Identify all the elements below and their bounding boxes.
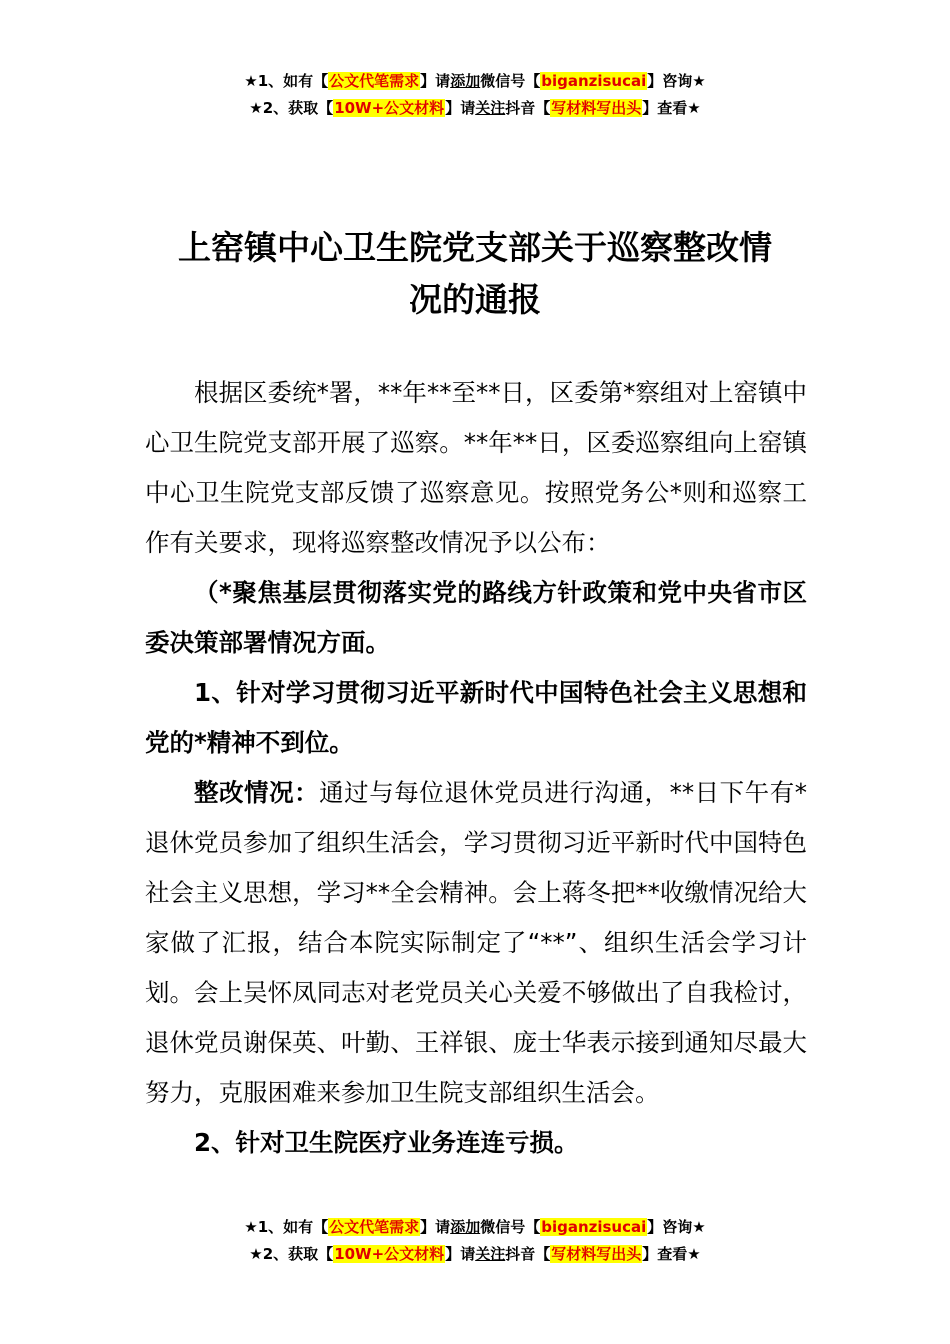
promo-highlight: biganzisucai	[541, 72, 647, 90]
promo-underline: 关注	[475, 1245, 506, 1263]
promo-highlight: biganzisucai	[541, 1218, 647, 1236]
promo-text: 】咨询★	[647, 1218, 706, 1236]
item-heading-2: 2、针对卫生院医疗业务连连亏损。	[194, 1128, 579, 1157]
promo-highlight: 公文代笔需求	[329, 1218, 420, 1236]
promo-highlight: 写材料写出头	[551, 99, 642, 117]
section-heading: （*聚焦基层贯彻落实党的路线方针政策和党中央省市区委决策部署情况方面。	[145, 578, 807, 657]
promo-highlight: 10W+公文材料	[334, 99, 445, 117]
promo-text: 抖音【	[505, 99, 551, 117]
item-heading-1: 1、针对学习贯彻习近平新时代中国特色社会主义思想和党的*精神不到位。	[145, 678, 807, 757]
promo-highlight: 公文代笔需求	[329, 72, 420, 90]
promo-line-2	[0, 1241, 950, 1268]
promo-banner-bottom	[0, 1214, 950, 1268]
promo-text: 抖音【	[505, 1245, 551, 1263]
promo-banner-top	[0, 68, 950, 122]
document-body	[145, 368, 807, 1168]
promo-text: 】请	[445, 1245, 476, 1263]
promo-highlight: 写材料写出头	[551, 1245, 642, 1263]
promo-highlight: 10W+公文材料	[334, 1245, 445, 1263]
promo-text: 】请	[445, 99, 476, 117]
promo-line-1	[0, 1214, 950, 1241]
promo-underline: 添加	[450, 72, 481, 90]
promo-line-1	[0, 68, 950, 95]
promo-text: 微信号【	[480, 72, 541, 90]
promo-line-2	[0, 95, 950, 122]
rectification-paragraph	[145, 768, 807, 1118]
document-title	[145, 222, 805, 326]
promo-text: ★2、获取【	[249, 1245, 334, 1263]
promo-text: 微信号【	[480, 1218, 541, 1236]
promo-text: 】查看★	[642, 99, 701, 117]
title-line-2: 况的通报	[409, 280, 541, 319]
promo-text: 】查看★	[642, 1245, 701, 1263]
promo-text: 】请	[420, 1218, 451, 1236]
promo-text: ★2、获取【	[249, 99, 334, 117]
rectification-text: 通过与每位退休党员进行沟通，**日下午有*退休党员参加了组织生活会，学习贯彻习近平新时代中国特色社会主义思想，学习**全会精神。会上蒋冬把**收缴情况给大家做了汇报，结合本院实际制定了“**”、组织生活会学习计划。会上吴怀凤同志对老党员关心关爱不够做出了自我检讨，退休党员谢保英、叶勤、王祥银、庞士华表示接到通知尽最大努力，克服困难来参加卫生院支部组织生活会。	[145, 778, 807, 1107]
promo-text: 】请	[420, 72, 451, 90]
promo-underline: 关注	[475, 99, 506, 117]
title-line-1: 上窑镇中心卫生院党支部关于巡察整改情	[178, 228, 772, 267]
intro-paragraph: 根据区委统*署，**年**至**日，区委第*察组对上窑镇中心卫生院党支部开展了巡察。**年**日，区委巡察组向上窑镇中心卫生院党支部反馈了巡察意见。按照党务公*则和巡察工作有关要求，现将巡察整改情况予以公布：	[145, 378, 807, 557]
promo-text: 】咨询★	[647, 72, 706, 90]
promo-text: ★1、如有【	[244, 1218, 329, 1236]
promo-text: ★1、如有【	[244, 72, 329, 90]
rectification-label: 整改情况：	[194, 778, 320, 807]
promo-underline: 添加	[450, 1218, 481, 1236]
